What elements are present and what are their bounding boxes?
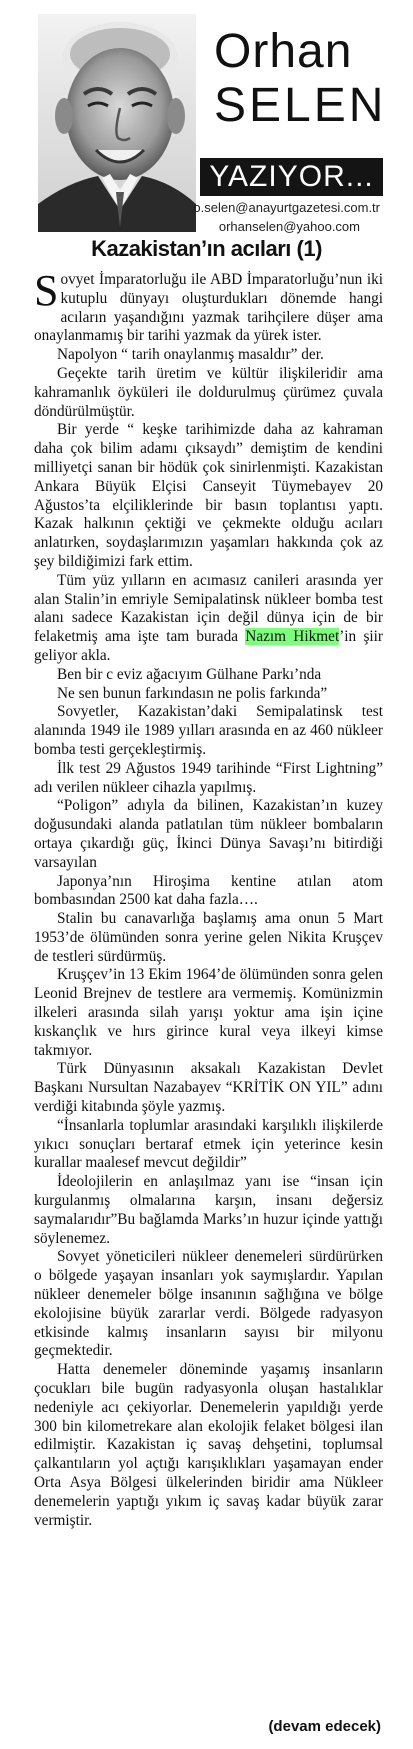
paragraph: Türk Dünyasının aksakalı Kazakistan Devlet Başkanı Nursultan Nazabayev “KRİTİK ON YIL” adını verdiği kitabında şöyle yazmış. [34,1060,383,1116]
paragraph: Hatta denemeler döneminde yaşamış insanların çocukları bile bugün radyasyonla oluşan hastalıklar nedeniyle acı çekiyorlar. Denemelerin yapıldığı yerde 300 bin kilometrekare alan ekolojik felaket bölgesi ilan edilmiştir. Kazakistan iç savaş dehşetini, toplumsal çalkantıların yol açtığı karışıklıkları yaşamayan ender Orta Asya Bölgesi ülkelerinden biridir ama Nükleer denemelerin yaptığı yıkım iç savaş kadar büyük zarar vermiştir. [34,1361,383,1529]
poem-line: Ne sen bunun farkındasın ne polis farkında” [57,684,328,702]
continued-note: (devam edecek) [268,1718,381,1735]
author-first-name: Orhan [214,25,353,78]
author-photo [38,14,196,232]
paragraph: Stalin bu canavarlığa başlamış ama onun 5 Mart 1953’de ölümünden sonra yerine gelen Nikita Kruşçev de testleri sürdürmüş. [34,910,383,965]
paragraph: “İnsanlarla toplumlar arasındaki karşılıklı ilişkilerde yıkıcı sonuçları bertaraf etmek için yeterince kesin kurallar maalesef mevcut değildir” [34,1116,383,1172]
author-email-secondary[interactable]: orhanselen@yahoo.com [218,219,360,234]
highlighted-name: Nazım Hikmet [245,628,340,646]
article-title: Kazakistan’ın acıları (1) [91,236,322,261]
author-email-primary[interactable]: o.selen@anayurtgazetesi.com.tr [193,200,380,215]
paragraph: İdeolojilerin en anlaşılmaz yanı ise “insan için kurgulanmış olmalarına karşın, insanı değersiz saymalarıdır”Bu bağlamda Marks’ın huzur içinde yattığı söylenemez. [34,1173,383,1247]
paragraph: İlk test 29 Ağustos 1949 tarihinde “First Lightning” adı verilen nükleer cihazla yapılmış. [34,759,383,796]
column-header [0,0,413,260]
paragraph: Napolyon “ tarih onaylanmış masaldır” der. [57,346,324,364]
author-last-name: SELEN [214,79,387,132]
drop-cap: S [34,266,59,315]
paragraph: Sovyetler, Kazakistan’daki Semipalatinsk test alanında 1949 ile 1989 yılları arasında en az 460 nükleer bomba testi gerçekleştirmiş. [34,703,383,758]
poem-line: Ben bir c eviz ağacıyım Gülhane Parkı’nda [57,665,322,683]
column-banner: YAZIYOR... [200,158,383,196]
paragraph: Bir yerde “ keşke tarihimizde daha az kahraman daha çok bilim adamı çıksaydı” demiştim de kendini milliyetçi sanan bir hödük çok sinirlenmişti. Kazakistan Ankara Büyük Elçisi Canseyit Tüymebayev 20 Ağustos’ta elçiliklerinde bir basın toplantısı yaptı. Kazak halkının çektiği ve çekmekte olduğu acıları anlatırken, soydaşlarımızın yaşamları hakkında çok az şey bildiğimizi fark ettim. [34,421,383,570]
paragraph: Geçekte tarih üretim ve kültür ilişkileridir ama kahramanlık öyküleri ile doldurulmuş çürümez çuvala döndürülmüştür. [34,364,383,420]
paragraph: Sovyet yöneticileri nükleer denemeleri sürdürürken o bölgede yaşayan insanları yok saymışlardır. Yapılan nükleer denemeler bölge insanının sağlığına ve bölge ekolojisine büyük zararlar verdi. Bölgede radyasyon etkisinde kalmış insanların sayısı bir milyonu geçmektedir. [34,1248,383,1360]
paragraph: Sovyet İmparatorluğu ile ABD İmparatorluğu’nun iki kutuplu dünyayı oluşturdukları dönemde hangi acıların yaşandığını yazmak tarihçilere düşer ama onaylanmamış bir tarihi yazmak da yürek ister. [34,266,383,345]
paragraph: Kruşçev’in 13 Ekim 1964’de ölümünden sonra gelen Leonid Brejnev de testlere ara vermemiş. Komünizmin ilkeleri arasında silah yarışı yoktur ama işin içine kıskançlık ve hırs girince kural veya ilkeyi kimse takmıyor. [34,966,383,1059]
paragraph: Tüm yüz yılların en acımasız canileri arasında yer alan Stalin’in emriyle Semipalatinsk nükleer bomba test alanı sadece Kazakistan için değil dünya için de bir felaketmiş ama işte tam burada Nazım Hikmet’in şiir geliyor akla. [34,571,383,664]
article-body [34,266,383,1530]
paragraph: “Poligon” adıyla da bilinen, Kazakistan’ın kuzey doğusundaki alanda patlatılan tüm nükleer bombaların ortaya çıkardığı güç, İkinci Dünya Savaşı’nı bitirdiği varsayılan [34,797,383,871]
paragraph: Japonya’nın Hiroşima kentine atılan atom bombasından 2500 kat daha fazla…. [34,872,383,909]
